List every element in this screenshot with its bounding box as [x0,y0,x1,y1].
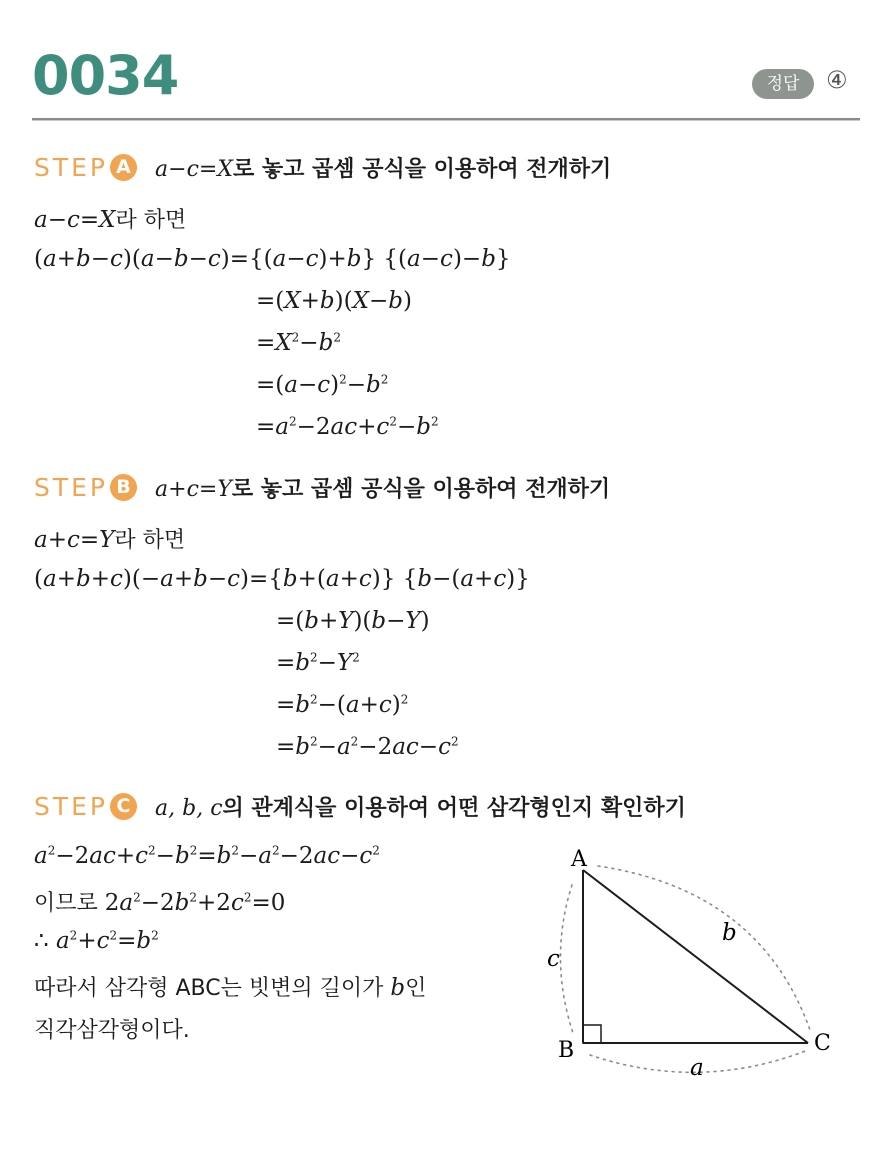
side-c-brace [560,885,574,1036]
step-letter-badge: C [110,793,137,820]
step-b-line-4: $=b^2-Y^2$ [276,650,360,676]
step-title-text: 의 관계식을 이용하여 어떤 삼각형인지 확인하기 [222,795,686,821]
step-a-line-1: a−c=X라 하면 [34,207,187,233]
step-letter-badge: A [110,154,137,181]
step-title-math: a+c=Y [155,476,232,502]
right-angle-mark [583,1025,601,1043]
step-label: STEP [34,472,109,502]
step-b-line-3: =(b+Y)(b−Y) [276,608,430,634]
step-a-line-5: $=(a-c)^2-b^2$ [256,372,389,398]
step-c-line-2: 이므로 $2a^2-2b^2+2c^2=0$ [34,890,286,916]
step-letter-badge: B [110,474,137,501]
step-c-line-1: $a^2-2ac+c^2-b^2=b^2-a^2-2ac-c^2$ [34,843,380,869]
answer-badge: 정답 [752,69,814,99]
step-title-math: a−c=X [155,156,233,182]
side-label-b: b [722,920,737,946]
step-label: STEP [34,152,109,182]
vertex-label-c: C [814,1031,831,1056]
step-a-line-4: $=X^2-b^2$ [256,330,341,356]
step-b-line-6: $=b^2-a^2-2ac-c^2$ [276,734,459,760]
problem-number: 0034 [32,44,179,107]
vertex-label-b: B [558,1038,575,1063]
step-title-text: 로 놓고 곱셈 공식을 이용하여 전개하기 [231,476,611,502]
side-b-brace [598,866,810,1030]
step-c-line-5: 직각삼각형이다. [34,1018,190,1043]
step-c-line-4: 따라서 삼각형 ABC는 빗변의 길이가 b인 [34,975,427,1001]
step-a-line-3: =(X+b)(X−b) [256,288,412,314]
step-title-math: a, b, c [155,795,223,821]
step-label: STEP [34,791,109,821]
step-a-line-6: $=a^2-2ac+c^2-b^2$ [256,414,439,440]
vertex-label-a: A [571,847,587,872]
answer-value: ④ [826,66,848,94]
side-label-a: a [690,1055,704,1081]
step-b-line-1: a+c=Y라 하면 [34,527,186,553]
step-title-text: 로 놓고 곱셈 공식을 이용하여 전개하기 [232,156,612,182]
step-b-line-5: $=b^2-(a+c)^2$ [276,692,409,718]
step-a-line-2: (a+b−c)(a−b−c)={(a−c)+b} {(a−c)−b} [34,246,511,272]
side-ac-line [583,870,808,1043]
side-label-c: c [547,946,560,972]
step-b-line-2: (a+b+c)(−a+b−c)={b+(a+c)} {b−(a+c)} [34,566,530,592]
step-c-line-3: ∴ $a^2+c^2=b^2$ [34,928,159,954]
